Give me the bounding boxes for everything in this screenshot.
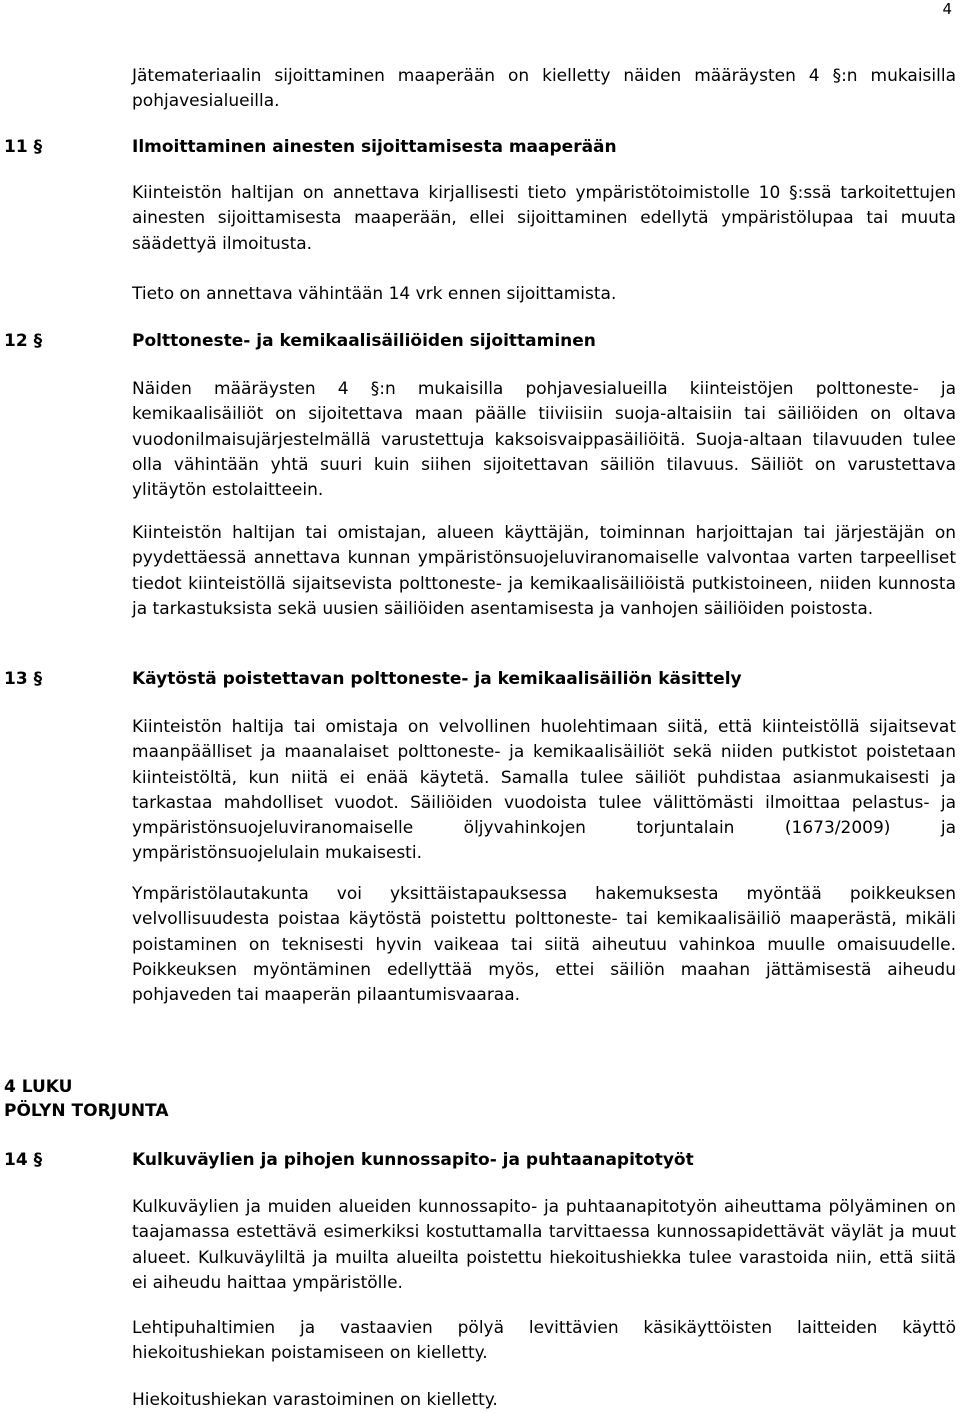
section-paragraph: Kiinteistön haltija tai omistaja on velvollinen huolehtimaan siitä, että kiinteistöllä sijaitsevat maanpäälliset ja maanalaiset polttoneste- ja kemikaalisäiliöt sekä niiden putkistot poistetaan kiinteistöltä, kun niitä ei enää käytetä. Samalla tulee säiliöt puhdistaa asianmukaisesti ja tarkastaa mahdolliset vuodot. Säiliöiden vuodoista tulee välittömästi ilmoittaa pelastus- ja ympäristönsuojeluviranomaiselle öljyvahinkojen torjuntalain (1673/2009) ja ympäristönsuojelulain mukaisesti. — [132, 717, 956, 864]
section-paragraph: Ympäristölautakunta voi yksittäistapauksessa hakemuksesta myöntää poikkeuksen velvollisuudesta poistaa käytöstä poistettu polttoneste- tai kemikaalisäiliö maaperästä, mikäli poistaminen on teknisesti hyvin vaikeaa tai siitä aiheutuu vahinkoa muulle omaisuudelle. Poikkeuksen myöntäminen edellyttää myös, ettei säiliön maahan jättämisestä aiheudu pohjaveden tai maaperän pilaantumisvaaraa. — [132, 884, 956, 1006]
section-paragraph: Kulkuväylien ja muiden alueiden kunnossapito- ja puhtaanapitotyön aiheuttama pölyäminen on taajamassa estettävä esimerkiksi kostuttamalla tarvittaessa kunnossapidettävät väylät ja muut alueet. Kulkuväyliltä ja muilta alueilta poistettu hiekoitushiekka tulee varastoida niin, että siitä ei aiheudu haittaa ympäristölle. — [132, 1197, 956, 1293]
section-number: 13 § — [4, 669, 43, 689]
section-title: Käytöstä poistettavan polttoneste- ja kemikaalisäiliön käsittely — [132, 669, 742, 689]
section-paragraph: Näiden määräysten 4 §:n mukaisilla pohjavesialueilla kiinteistöjen polttoneste- ja kemikaalisäiliöt on sijoitettava maan päälle tiiviisiin suoja-altaisiin tai säiliöiden on oltava vuodonilmaisujärjestelmällä varustettuja kaksoisvaippasäiliöitä. Suoja-altaan tilavuuden tulee olla vähintään yhtä suuri kuin siihen sijoitettavan säiliön tilavuus. Säiliöt on varustettava ylitäytön estolaitteein. — [132, 379, 956, 501]
chapter-title: PÖLYN TORJUNTA — [4, 1101, 169, 1121]
section-title: Kulkuväylien ja pihojen kunnossapito- ja puhtaanapitotyöt — [132, 1150, 694, 1170]
page-number: 4 — [942, 0, 952, 18]
intro-paragraph: Jätemateriaalin sijoittaminen maaperään on kielletty näiden määräysten 4 §:n mukaisilla pohjavesialueilla. — [132, 66, 956, 112]
section-title: Ilmoittaminen ainesten sijoittamisesta maaperään — [132, 137, 617, 157]
section-number: 11 § — [4, 137, 43, 157]
section-paragraph: Kiinteistön haltijan tai omistajan, alueen käyttäjän, toiminnan harjoittajan tai järjestäjän on pyydettäessä annettava kunnan ympäristönsuojeluviranomaiselle valvontaa varten tarpeelliset tiedot kiinteistöllä sijaitsevista polttoneste- ja kemikaalisäiliöistä putkistoineen, niiden kunnosta ja tarkastuksista sekä uusien säiliöiden asentamisesta ja vanhojen säiliöiden poistosta. — [132, 523, 956, 619]
section-title: Polttoneste- ja kemikaalisäiliöiden sijoittaminen — [132, 331, 596, 351]
section-paragraph: Kiinteistön haltijan on annettava kirjallisesti tieto ympäristötoimistolle 10 §:ssä tarkoitettujen ainesten sijoittamisesta maaperään, ellei sijoittaminen edellytä ympäristölupaa tai muuta säädettyä ilmoitusta. — [132, 183, 956, 254]
section-paragraph: Tieto on annettava vähintään 14 vrk ennen sijoittamista. — [132, 284, 617, 304]
section-paragraph: Hiekoitushiekan varastoiminen on kielletty. — [132, 1390, 498, 1410]
section-paragraph: Lehtipuhaltimien ja vastaavien pölyä levittävien käsikäyttöisten laitteiden käyttö hiekoitushiekan poistamiseen on kielletty. — [132, 1318, 956, 1364]
chapter-number: 4 LUKU — [4, 1077, 73, 1097]
section-number: 12 § — [4, 331, 43, 351]
section-number: 14 § — [4, 1150, 43, 1170]
